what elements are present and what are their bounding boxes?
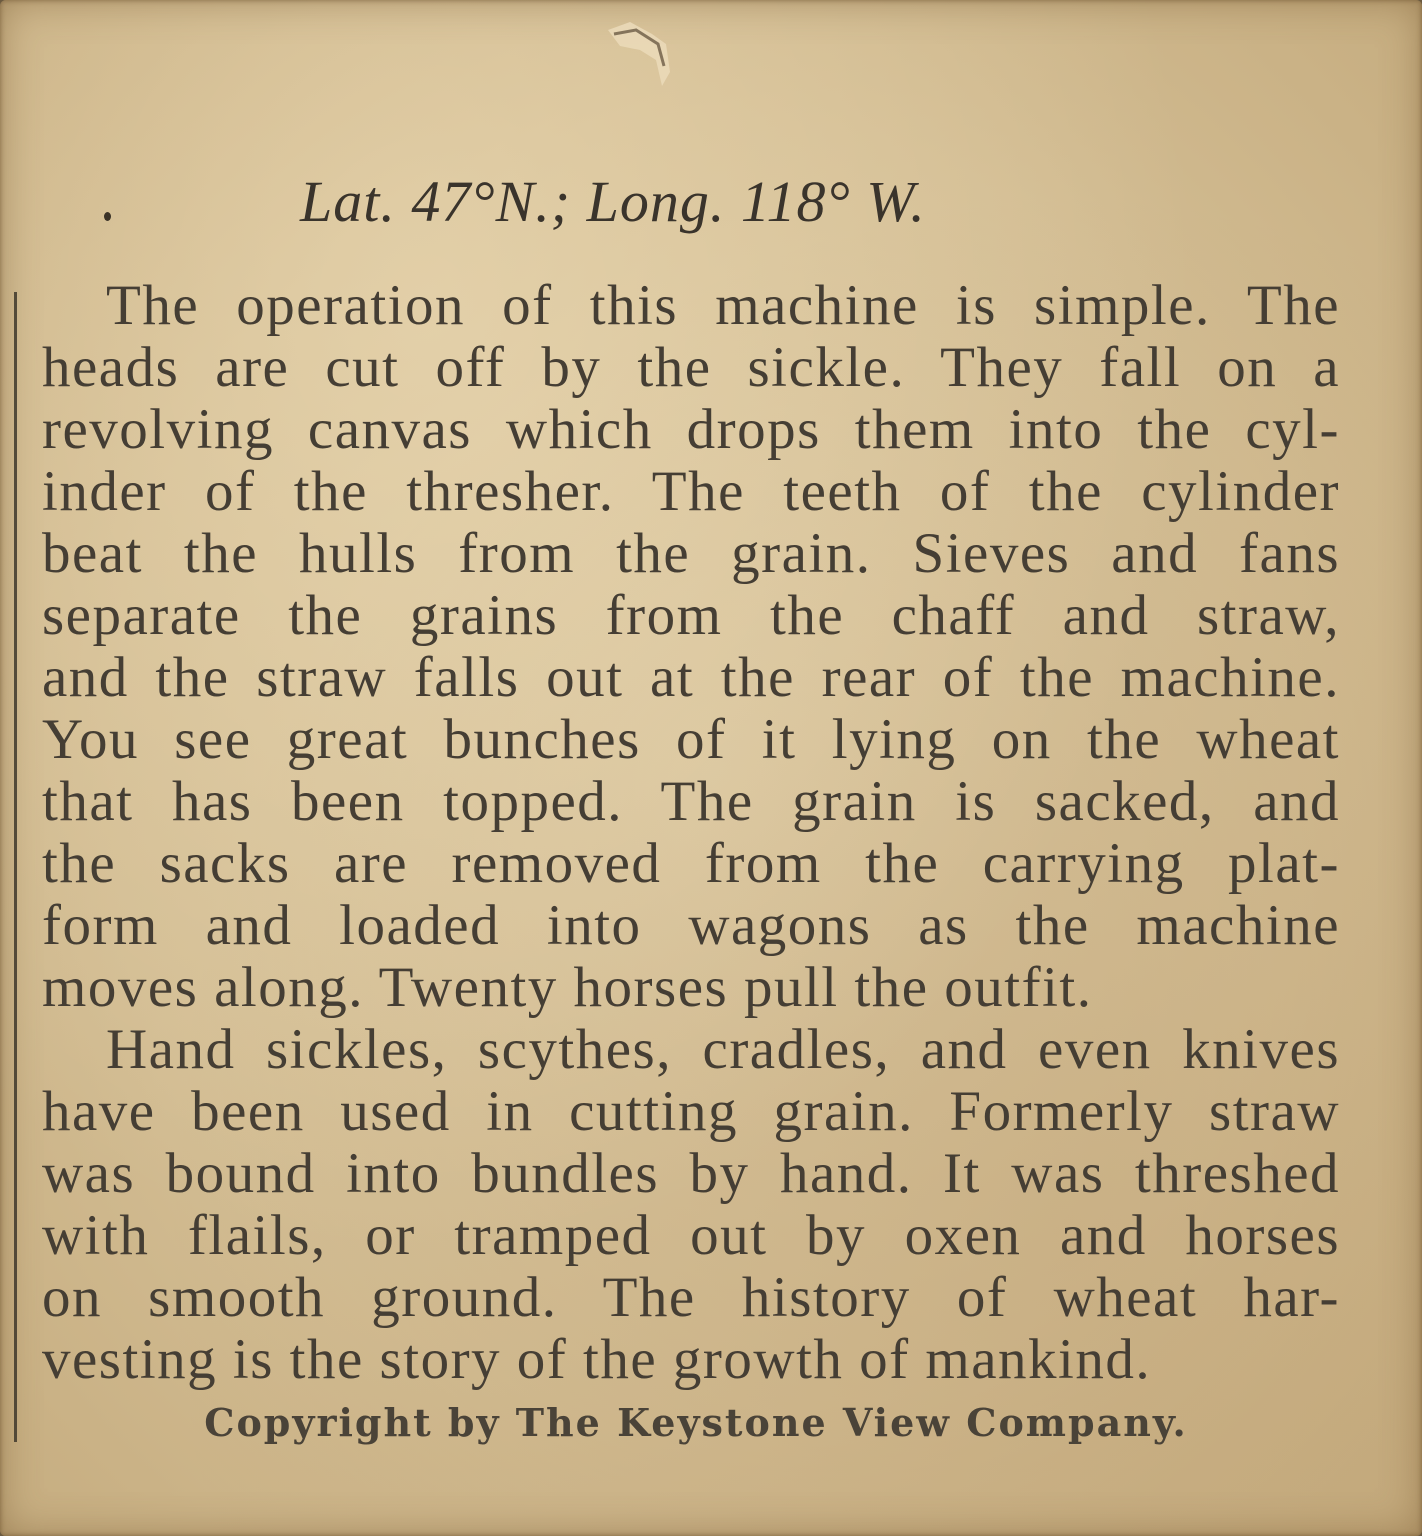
text-line: You see great bunches of it lying on the wheat — [42, 708, 1340, 771]
text-line: inder of the thresher. The teeth of the cylinder — [42, 460, 1340, 523]
left-margin-rule — [14, 292, 17, 1442]
copyright-notice: Copyright by The Keystone View Company. — [204, 1400, 1188, 1445]
text-line: on smooth ground. The history of wheat har- — [42, 1266, 1340, 1329]
text-line: beat the hulls from the grain. Sieves and fans — [42, 522, 1340, 585]
text-line: heads are cut off by the sickle. They fall on a — [42, 336, 1340, 399]
text-line: moves along. Twenty horses pull the outfit. — [42, 956, 1093, 1019]
text-line: revolving canvas which drops them into the cyl- — [42, 398, 1340, 461]
text-line: form and loaded into wagons as the machine — [42, 894, 1340, 957]
text-line: and the straw falls out at the rear of the machine. — [42, 646, 1340, 709]
text-line: with flails, or tramped out by oxen and horses — [42, 1204, 1340, 1267]
text-line: that has been topped. The grain is sacked, and — [42, 770, 1340, 833]
text-line: The operation of this machine is simple. The — [106, 274, 1340, 337]
paper-tear-mark — [600, 0, 680, 90]
heading-bullet-mark — [104, 212, 111, 221]
text-line: was bound into bundles by hand. It was threshed — [42, 1142, 1340, 1205]
text-line: Hand sickles, scythes, cradles, and even knives — [106, 1018, 1340, 1081]
text-line: vesting is the story of the growth of mankind. — [42, 1328, 1152, 1391]
text-line: have been used in cutting grain. Formerly straw — [42, 1080, 1340, 1143]
text-line: separate the grains from the chaff and straw, — [42, 584, 1340, 647]
coordinates-heading: Lat. 47°N.; Long. 118° W. — [300, 169, 926, 234]
description-text — [42, 275, 1340, 1391]
text-line: the sacks are removed from the carrying plat- — [42, 832, 1340, 895]
